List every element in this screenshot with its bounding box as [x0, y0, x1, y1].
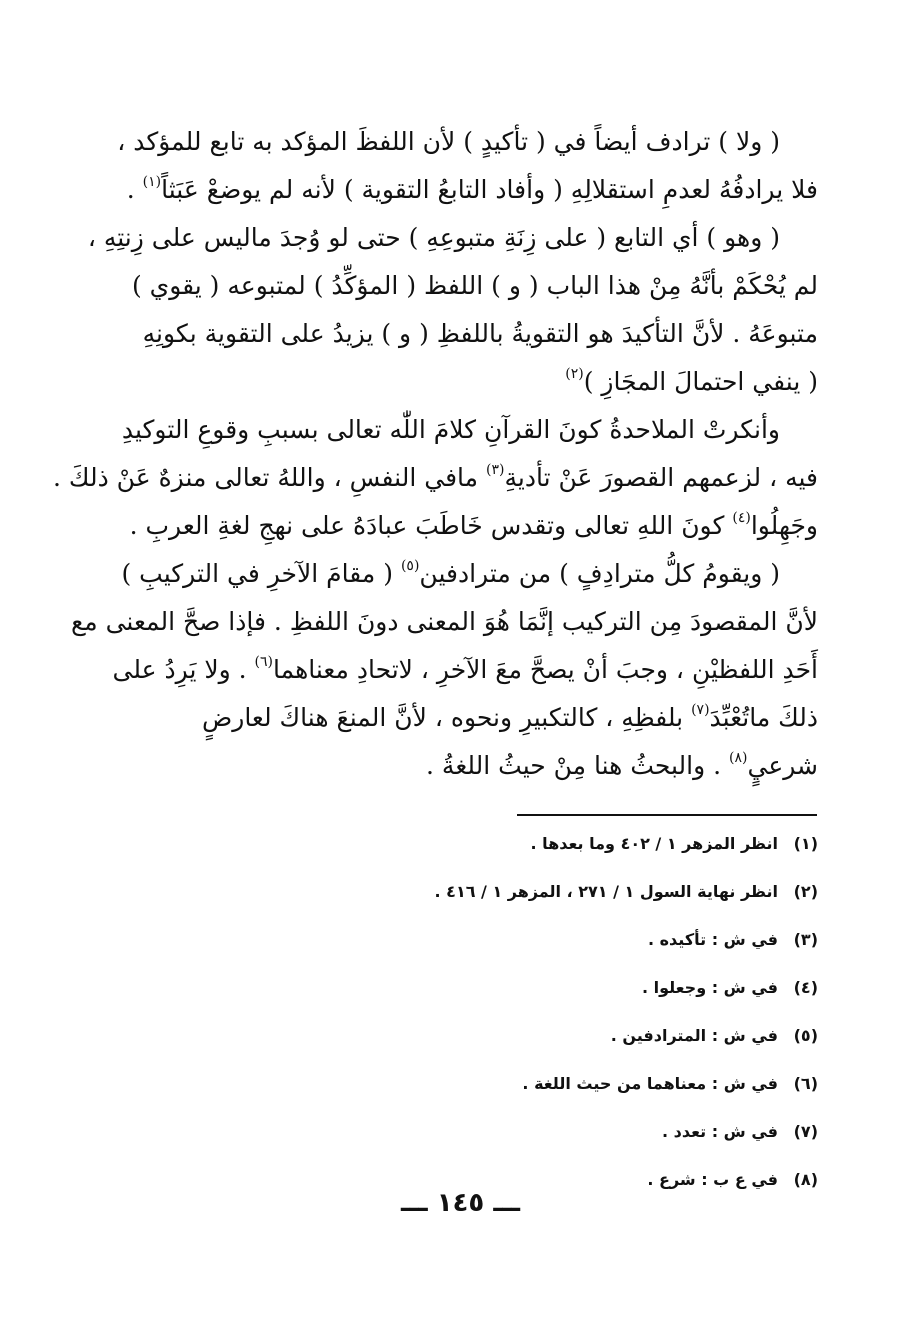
footnote-mark: (٥)	[400, 557, 420, 574]
footnote-text: في ش : تأكيده .	[647, 930, 778, 949]
footnote	[400, 1066, 818, 1114]
text-line: لم يُحْكَمْ بأنَّهُ مِنْ هذا الباب ( و ) اللفظ ( المؤكِّدُ ) لمتبوعه ( يقوي )	[131, 271, 818, 300]
footnote-mark: (١)	[142, 173, 162, 190]
footnote	[400, 922, 818, 970]
text-line: فيه ، لزعمهم القصورَ عَنْ تأديةِ$^{(٣)}$ مافي النفسِ ، واللهُ تعالى منزهٌ عَنْ ذلكَ .	[53, 461, 818, 492]
footnote-number: (٥)	[793, 1026, 818, 1045]
main-text	[53, 118, 818, 790]
text-line: ذلكَ ماتُعْبِّدَ$^{(٧)}$ بلفظِهِ ، كالتكبيرِ ونحوه ، لأنَّ المنعَ هناكَ لعارضٍ	[202, 701, 818, 732]
footnotes	[400, 826, 818, 1210]
footnote-number: (٢)	[793, 882, 818, 901]
footnote-mark: (٧)	[691, 701, 710, 718]
footnote-text: في ش : المترادفين .	[610, 1026, 778, 1045]
footnote-text: انظر نهاية السول ١ / ٢٧١ ، المزهر ١ / ٤١٦ .	[434, 882, 778, 901]
footnote-number: (٧)	[793, 1122, 818, 1141]
text-line: لأنَّ المقصودَ مِن التركيب إنَّمَا هُوَ المعنى دونَ اللفظِ . فإذا صحَّ المعنى مع	[70, 607, 818, 636]
text-line: وأنكرتْ الملاحدةُ كونَ القرآنِ كلامَ اللّٰه تعالى بسببِ وقوعِ التوكيدِ	[121, 415, 780, 444]
footnote-number: (٤)	[793, 978, 818, 997]
footnote-mark: (٤)	[732, 509, 751, 526]
footnote-number: (٦)	[793, 1074, 818, 1093]
text-line: فلا يرادفُهُ لعدمِ استقلالِهِ ( وأفاد التابعُ التقوية ) لأنه لم يوضعْ عَبَثاً$^{(١)}$ .	[126, 173, 818, 204]
footnote-text: انظر المزهر ١ / ٤٠٢ وما بعدها .	[530, 834, 778, 853]
footnote-mark: (٦)	[254, 653, 274, 670]
footnote-number: (١)	[793, 834, 818, 853]
footnote-mark: (٢)	[565, 365, 584, 382]
footnote-mark: (٣)	[485, 461, 505, 478]
footnote-number: (٨)	[793, 1170, 818, 1189]
footnote-number: (٣)	[793, 930, 818, 949]
footnote-text: في ش : وجعلوا .	[641, 978, 778, 997]
text-line: متبوعَهُ . لأنَّ التأكيدَ هو التقويةُ باللفظِ ( و ) يزيدُ على التقوية بكونِهِ	[142, 319, 818, 348]
footnote	[400, 874, 818, 922]
text-line: ( ولا ) ترادف أيضاً في ( تأكيدٍ ) لأن اللفظَ المؤكد به تابع للمؤكد ،	[117, 127, 780, 156]
page-number: ـــ ١٤٥ ـــ	[400, 1188, 521, 1218]
footnote-separator	[517, 814, 817, 816]
footnote	[400, 826, 818, 874]
text-line: ( ينفي احتمالَ المجَازِ )$^{(٢)}$	[565, 365, 818, 396]
text-line: شرعيٍ$^{(٨)}$ . والبحثُ هنا مِنْ حيثُ اللغةُ .	[426, 749, 818, 780]
footnote-text: في ش : معناهما من حيث اللغة .	[522, 1074, 778, 1093]
footnote	[400, 1018, 818, 1066]
footnote	[400, 1114, 818, 1162]
text-line: وجَهِلُوا$^{(٤)}$ كونَ اللهِ تعالى وتقدس خَاطَبَ عبادَهُ على نهجِ لغةِ العربِ .	[129, 509, 818, 540]
footnote-text: في ع ب : شرع .	[647, 1170, 778, 1189]
text-line: ( ويقومُ كلُّ مترادِفٍ ) من مترادفين$^{(٥)}$ ( مقامَ الآخرِ في التركيبِ )	[121, 557, 780, 588]
text-line: أَحَدِ اللفظيْنِ ، وجبَ أنْ يصحَّ معَ الآخرِ ، لاتحادِ معناهما$^{(٦)}$ . ولا يَرِدُ على	[112, 653, 818, 684]
footnote	[400, 970, 818, 1018]
footnote-mark: (٨)	[729, 749, 748, 766]
text-line: ( وهو ) أي التابع ( على زِنَةِ متبوعِهِ ) حتى لو وُجدَ ماليس على زِنتِهِ ،	[87, 223, 780, 252]
footnote-text: في ش : تعدد .	[662, 1122, 778, 1141]
